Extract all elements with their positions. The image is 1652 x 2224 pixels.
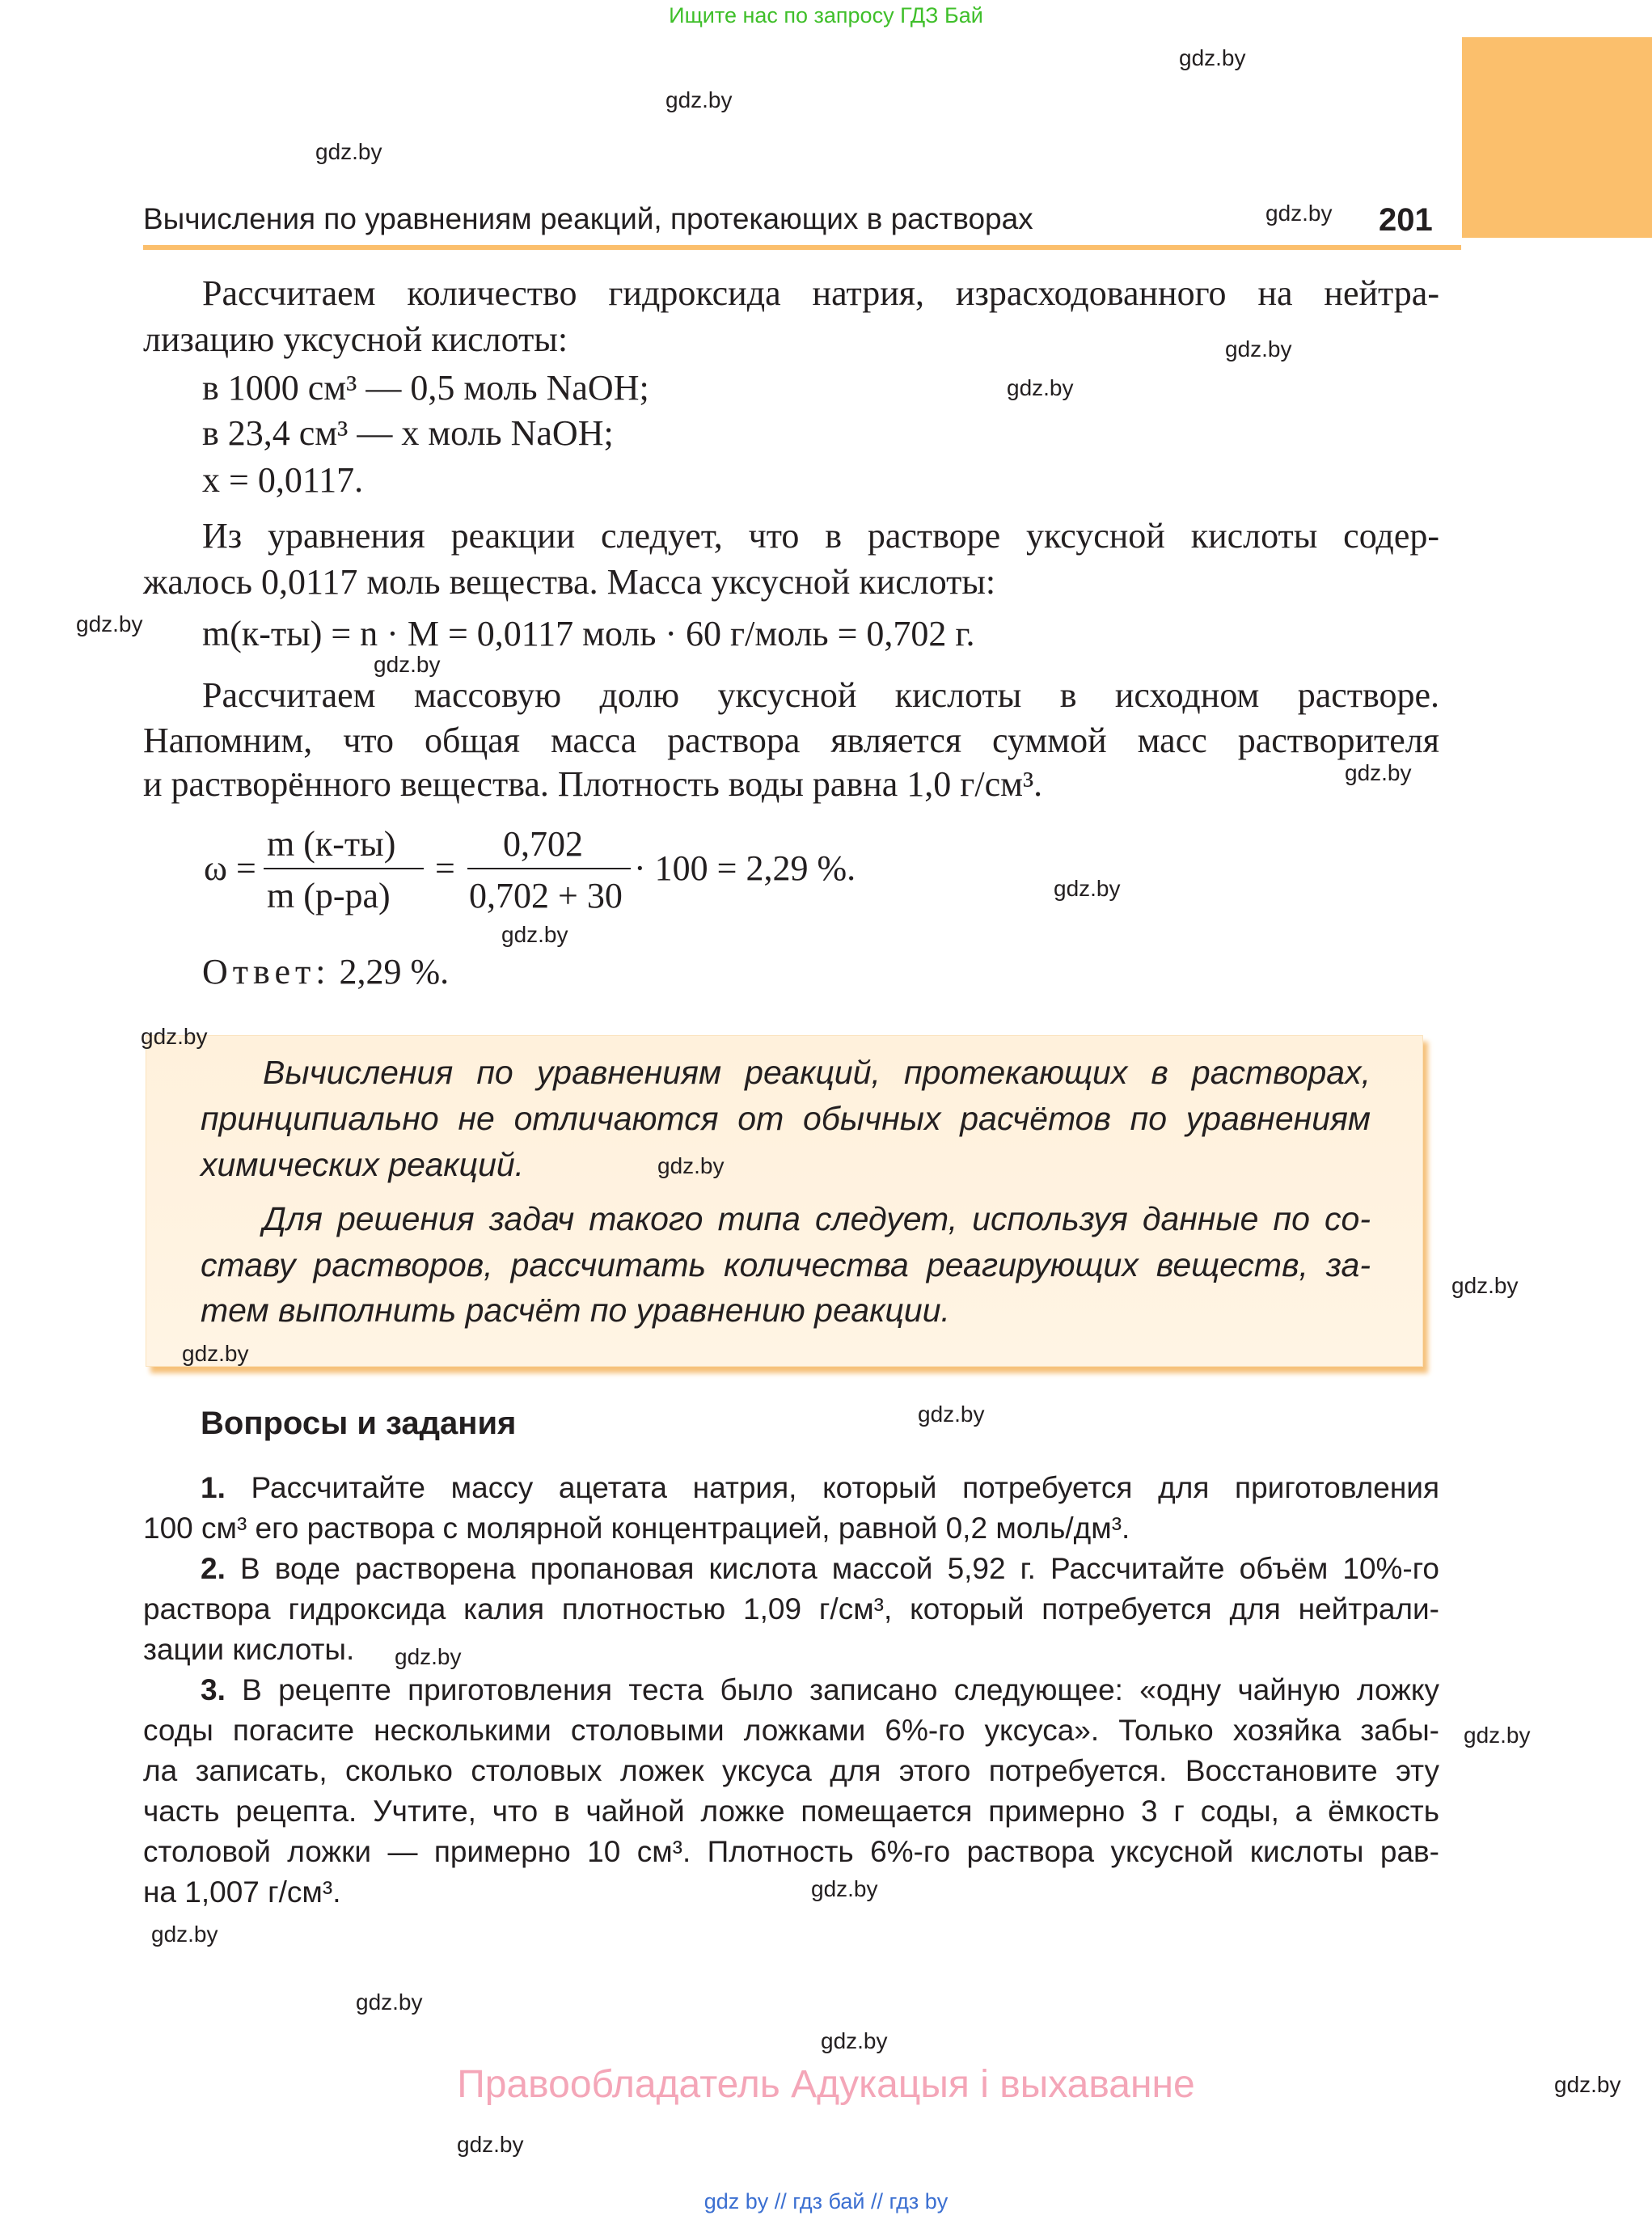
mass-formula: m(к-ты) = n · M = 0,0117 моль · 60 г/моль = 0,702 г. <box>202 614 975 653</box>
answer-line <box>202 949 449 994</box>
footer-links[interactable]: gdz by // гдз бай // гдз by <box>703 2189 949 2213</box>
watermark: gdz.by <box>1179 45 1246 70</box>
reaction-line1: Из уравнения реакции следует, что в растворе уксусной кислоты содер- <box>202 516 1439 556</box>
question-1-line1 <box>201 1468 1439 1508</box>
answer-label: Ответ: <box>202 952 331 991</box>
question-3-line1 <box>201 1670 1439 1710</box>
watermark: gdz.by <box>457 2132 524 2157</box>
fraction-para-line1: Рассчитаем массовую долю уксусной кислоты в исходном растворе. <box>202 675 1439 715</box>
calc-intro-line2: лизацию уксусной кислоты: <box>143 319 568 359</box>
watermark: gdz.by <box>1464 1723 1531 1748</box>
header-rule <box>143 245 1461 250</box>
watermark: gdz.by <box>1451 1273 1519 1298</box>
watermark: gdz.by <box>657 1153 725 1178</box>
calc-line-b: в 23,4 см³ — x моль NaOH; <box>202 413 614 453</box>
rights-holder-notice: Правообладатель Адукацыя і выхаванне <box>457 2063 1195 2106</box>
question-3-line5: столовой ложки — примерно 10 см³. Плотность 6%-го раствора уксусной кислоты рав- <box>143 1835 1439 1868</box>
summary-p1-line3: химических реакций. <box>201 1146 525 1183</box>
calc-line-a: в 1000 см³ — 0,5 моль NaOH; <box>202 368 649 408</box>
question-3-number: 3. <box>201 1673 226 1706</box>
formula-denominator-1: m (р-ра) <box>267 876 391 915</box>
question-1-number: 1. <box>201 1471 226 1504</box>
fraction-para-line3: и растворённого вещества. Плотность воды равна 1,0 г/см³. <box>143 764 1043 804</box>
question-1-text1: Рассчитайте массу ацетата натрия, который потребуется для приготовления <box>225 1471 1439 1504</box>
watermark: gdz.by <box>151 1922 218 1947</box>
watermark: gdz.by <box>1225 336 1292 362</box>
watermark: gdz.by <box>395 1644 462 1669</box>
summary-p2-line1: Для решения задач такого типа следует, используя данные по со- <box>263 1200 1371 1237</box>
question-2-text1: В воде растворена пропановая кислота массой 5,92 г. Рассчитайте объём 10%-го <box>225 1552 1439 1585</box>
answer-value: 2,29 %. <box>330 952 450 991</box>
summary-p1-line2: принципиально не отличаются от обычных расчётов по уравнениям <box>201 1100 1371 1137</box>
question-2-line1 <box>201 1549 1439 1589</box>
watermark: gdz.by <box>1054 876 1121 901</box>
fraction-para-line2: Напомним, что общая масса раствора является суммой масс растворителя <box>143 721 1439 760</box>
watermark: gdz.by <box>141 1024 208 1049</box>
questions-heading: Вопросы и задания <box>201 1406 517 1441</box>
question-2-line2: раствора гидроксида калия плотностью 1,09 г/см³, который потребуется для нейтрали- <box>143 1592 1439 1626</box>
watermark: gdz.by <box>1007 375 1074 400</box>
watermark: gdz.by <box>821 2028 888 2053</box>
running-header-title: Вычисления по уравнениям реакций, протекающих в растворах <box>143 202 1033 235</box>
formula-denominator-2: 0,702 + 30 <box>469 876 623 915</box>
watermark: gdz.by <box>315 139 382 164</box>
calc-intro-line1: Рассчитаем количество гидроксида натрия, израсходованного на нейтра- <box>202 273 1439 313</box>
formula-equals: = <box>435 848 455 888</box>
formula-omega: ω = <box>204 848 256 888</box>
top-search-banner: Ищите нас по запросу ГДЗ Бай <box>669 3 983 27</box>
formula-fraction-bar-1 <box>264 868 424 869</box>
question-3-line4: часть рецепта. Учтите, что в чайной ложке помещается примерно 3 г соды, а ёмкость <box>143 1795 1439 1828</box>
summary-p2-line3: тем выполнить расчёт по уравнению реакции. <box>201 1292 950 1329</box>
watermark: gdz.by <box>182 1341 249 1366</box>
watermark: gdz.by <box>1265 201 1333 226</box>
question-2-line3: зации кислоты. <box>143 1633 355 1666</box>
page-corner-tab <box>1462 37 1652 238</box>
page-number: 201 <box>1379 202 1433 238</box>
summary-p1-line1: Вычисления по уравнениям реакций, протекающих в растворах, <box>263 1054 1371 1091</box>
formula-numerator-1: m (к-ты) <box>267 824 396 864</box>
question-3-line6: на 1,007 г/см³. <box>143 1875 341 1909</box>
formula-fraction-bar-2 <box>467 868 631 869</box>
watermark: gdz.by <box>374 652 441 677</box>
reaction-line2: жалось 0,0117 моль вещества. Масса уксусной кислоты: <box>143 562 996 602</box>
formula-result: · 100 = 2,29 %. <box>634 848 856 888</box>
question-1-line2: 100 см³ его раствора с молярной концентрацией, равной 0,2 моль/дм³. <box>143 1512 1130 1545</box>
question-2-number: 2. <box>201 1552 226 1585</box>
question-3-line2: соды погасите несколькими столовыми ложками 6%-го уксуса». Только хозяйка забы- <box>143 1714 1439 1747</box>
watermark: gdz.by <box>76 611 143 636</box>
formula-numerator-2: 0,702 <box>503 824 583 864</box>
watermark: gdz.by <box>665 87 733 112</box>
calc-line-c: x = 0,0117. <box>202 460 364 500</box>
watermark: gdz.by <box>356 1989 423 2015</box>
watermark: gdz.by <box>501 922 568 947</box>
watermark: gdz.by <box>1345 760 1412 785</box>
question-3-line3: ла записать, сколько столовых ложек уксуса для этого потребуется. Восстановите эту <box>143 1754 1439 1787</box>
summary-p2-line2: ставу растворов, рассчитать количества реагирующих веществ, за- <box>201 1246 1371 1283</box>
question-3-text1: В рецепте приготовления теста было записано следующее: «одну чайную ложку <box>225 1673 1439 1706</box>
watermark: gdz.by <box>1554 2072 1621 2097</box>
watermark: gdz.by <box>811 1876 878 1901</box>
watermark: gdz.by <box>918 1402 985 1427</box>
